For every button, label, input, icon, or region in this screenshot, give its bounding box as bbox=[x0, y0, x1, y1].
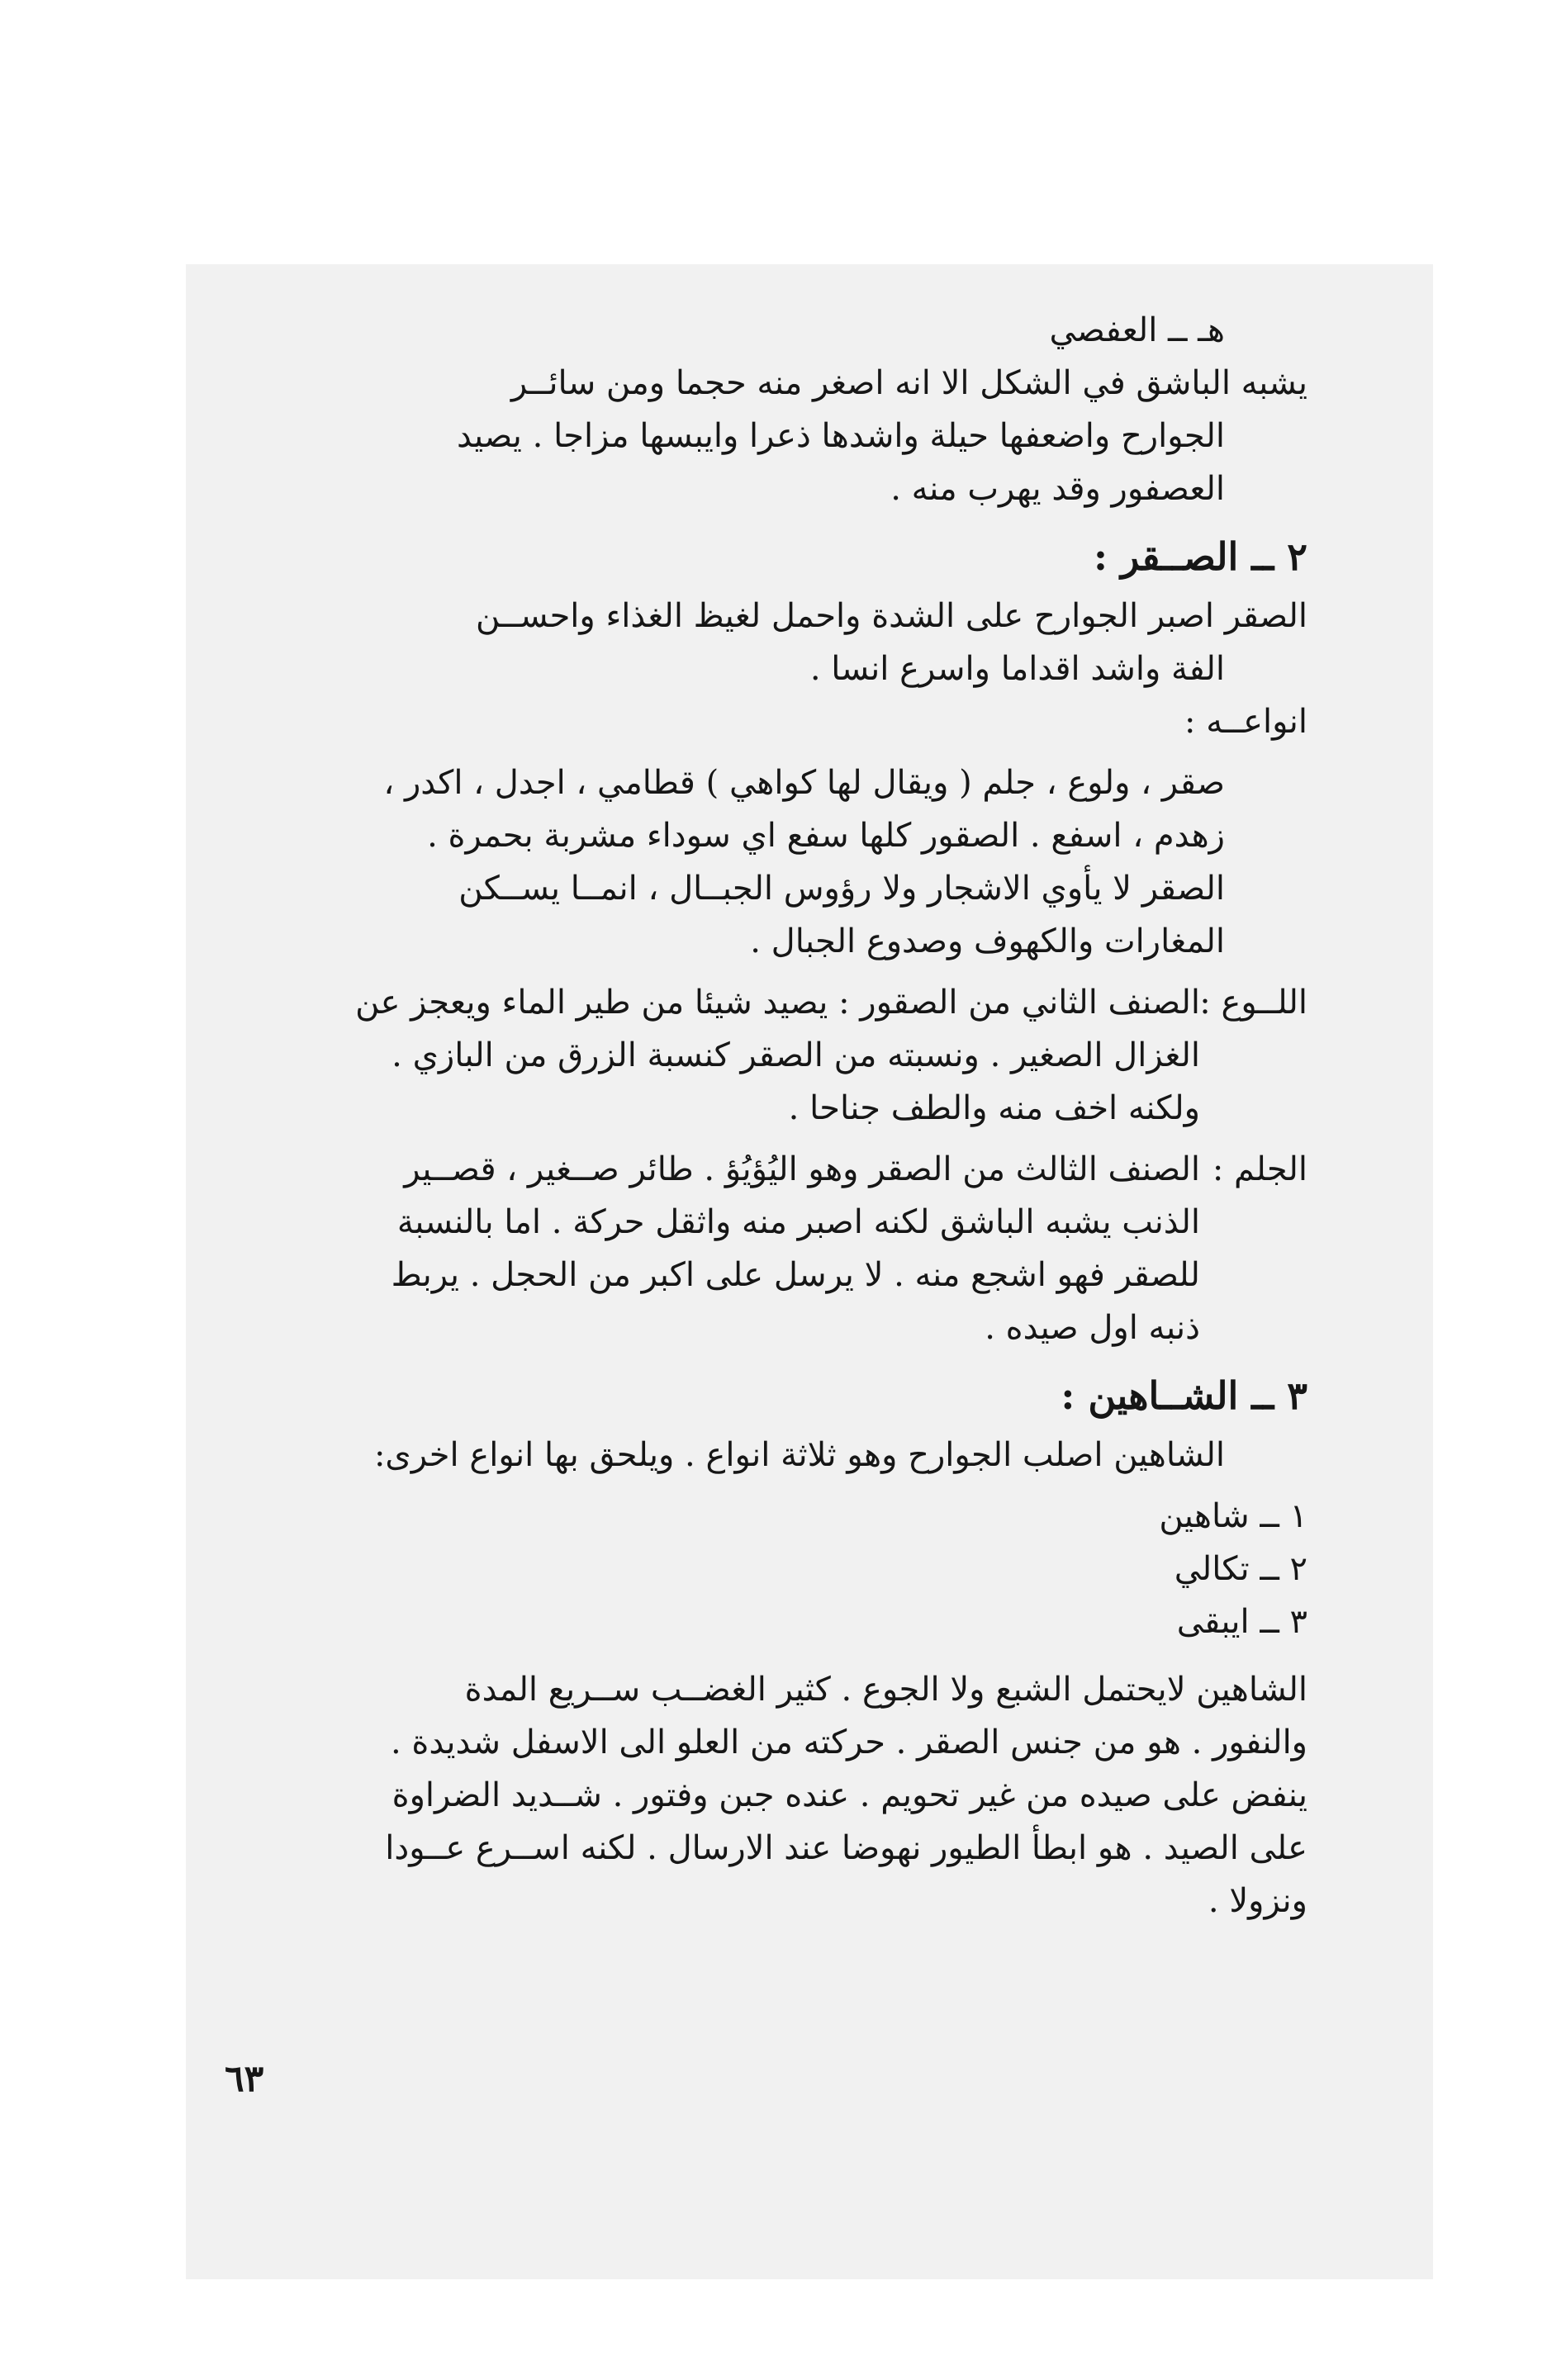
entry-term: الجلم : bbox=[1212, 1150, 1307, 1188]
subsection-label: هـ ــ العفصي bbox=[1049, 311, 1225, 349]
definition-entry bbox=[235, 1143, 1307, 1354]
paragraph-line: ونزولا . bbox=[1208, 1882, 1307, 1920]
paragraph-line: ينفض على صيده من غير تحويم . عنده جبن وفتور . شــديد الضراوة bbox=[392, 1776, 1307, 1814]
section-heading: ٢ ــ الصــقر : bbox=[1094, 534, 1307, 579]
paragraph-line: للصقر فهو اشجع منه . لا يرسل على اكبر من الحجل . يربط bbox=[391, 1256, 1200, 1294]
paragraph-line: يشبه الباشق في الشكل الا انه اصغر منه حجما ومن سائــر bbox=[510, 364, 1307, 402]
section-heading: ٣ ــ الشــاهين : bbox=[1061, 1373, 1307, 1418]
paragraph-line: الذنب يشبه الباشق لكنه اصبر منه واثقل حركة . اما بالنسبة bbox=[396, 1203, 1200, 1241]
paragraph-line: الصنف الثاني من الصقور : يصيد شيئا من طير الماء ويعجز عن bbox=[355, 984, 1200, 1022]
paragraph-line: الجوارح واضعفها حيلة واشدها ذعرا وايبسها مزاجا . يصيد bbox=[457, 417, 1225, 455]
paragraph-line: ولكنه اخف منه والطف جناحا . bbox=[788, 1089, 1200, 1127]
paragraph-line: المغارات والكهوف وصدوع الجبال . bbox=[750, 922, 1225, 960]
paragraph-line: العصفور وقد يهرب منه . bbox=[890, 470, 1225, 508]
paragraph-line: على الصيد . هو ابطأ الطيور نهوضا عند الارسال . لكنه اســرع عــودا bbox=[385, 1829, 1307, 1867]
paragraph-line: الشاهين لايحتمل الشبع ولا الجوع . كثير الغضــب ســريع المدة bbox=[464, 1671, 1307, 1709]
entry-body bbox=[235, 976, 1200, 1135]
list-item: ٣ ــ ايبقى bbox=[1176, 1603, 1307, 1641]
paragraph-line: الصقر لا يأوي الاشجار ولا رؤوس الجبــال ، انمــا يســكن bbox=[458, 870, 1225, 908]
definition-entry bbox=[235, 976, 1307, 1135]
paragraph-line: الغزال الصغير . ونسبته من الصقر كنسبة الزرق من البازي . bbox=[392, 1036, 1200, 1074]
list-item: ١ ــ شاهين bbox=[1159, 1497, 1307, 1535]
paragraph-line: والنفور . هو من جنس الصقر . حركته من العلو الى الاسفل شديدة . bbox=[391, 1723, 1307, 1761]
paragraph-line: الفة واشد اقداما واسرع انسا . bbox=[809, 650, 1225, 688]
page-number: ٦٣ bbox=[225, 2058, 264, 2100]
entry-body bbox=[235, 1143, 1200, 1354]
entry-term: اللــوع : bbox=[1199, 984, 1307, 1022]
paragraph-line: زهدم ، اسفع . الصقور كلها سفع اي سوداء مشربة بحمرة . bbox=[427, 817, 1225, 855]
types-heading: انواعــه : bbox=[1184, 703, 1307, 741]
paragraph-line: صقر ، ولوع ، جلم ( ويقال لها كواهي ) قطامي ، اجدل ، اكدر ، bbox=[383, 764, 1225, 802]
paragraph-line: الصنف الثالث من الصقر وهو اليُؤيُؤ . طائر صــغير ، قصــير bbox=[404, 1150, 1200, 1188]
paragraph-line: الصقر اصبر الجوارح على الشدة واحمل لغيظ الغذاء واحســن bbox=[476, 597, 1307, 635]
list-item: ٢ ــ تكالي bbox=[1174, 1550, 1307, 1588]
paragraph-line: الشاهين اصلب الجوارح وهو ثلاثة انواع . ويلحق بها انواع اخرى: bbox=[373, 1436, 1225, 1474]
page-text bbox=[235, 304, 1307, 1927]
paragraph-line: ذنبه اول صيده . bbox=[985, 1309, 1200, 1347]
